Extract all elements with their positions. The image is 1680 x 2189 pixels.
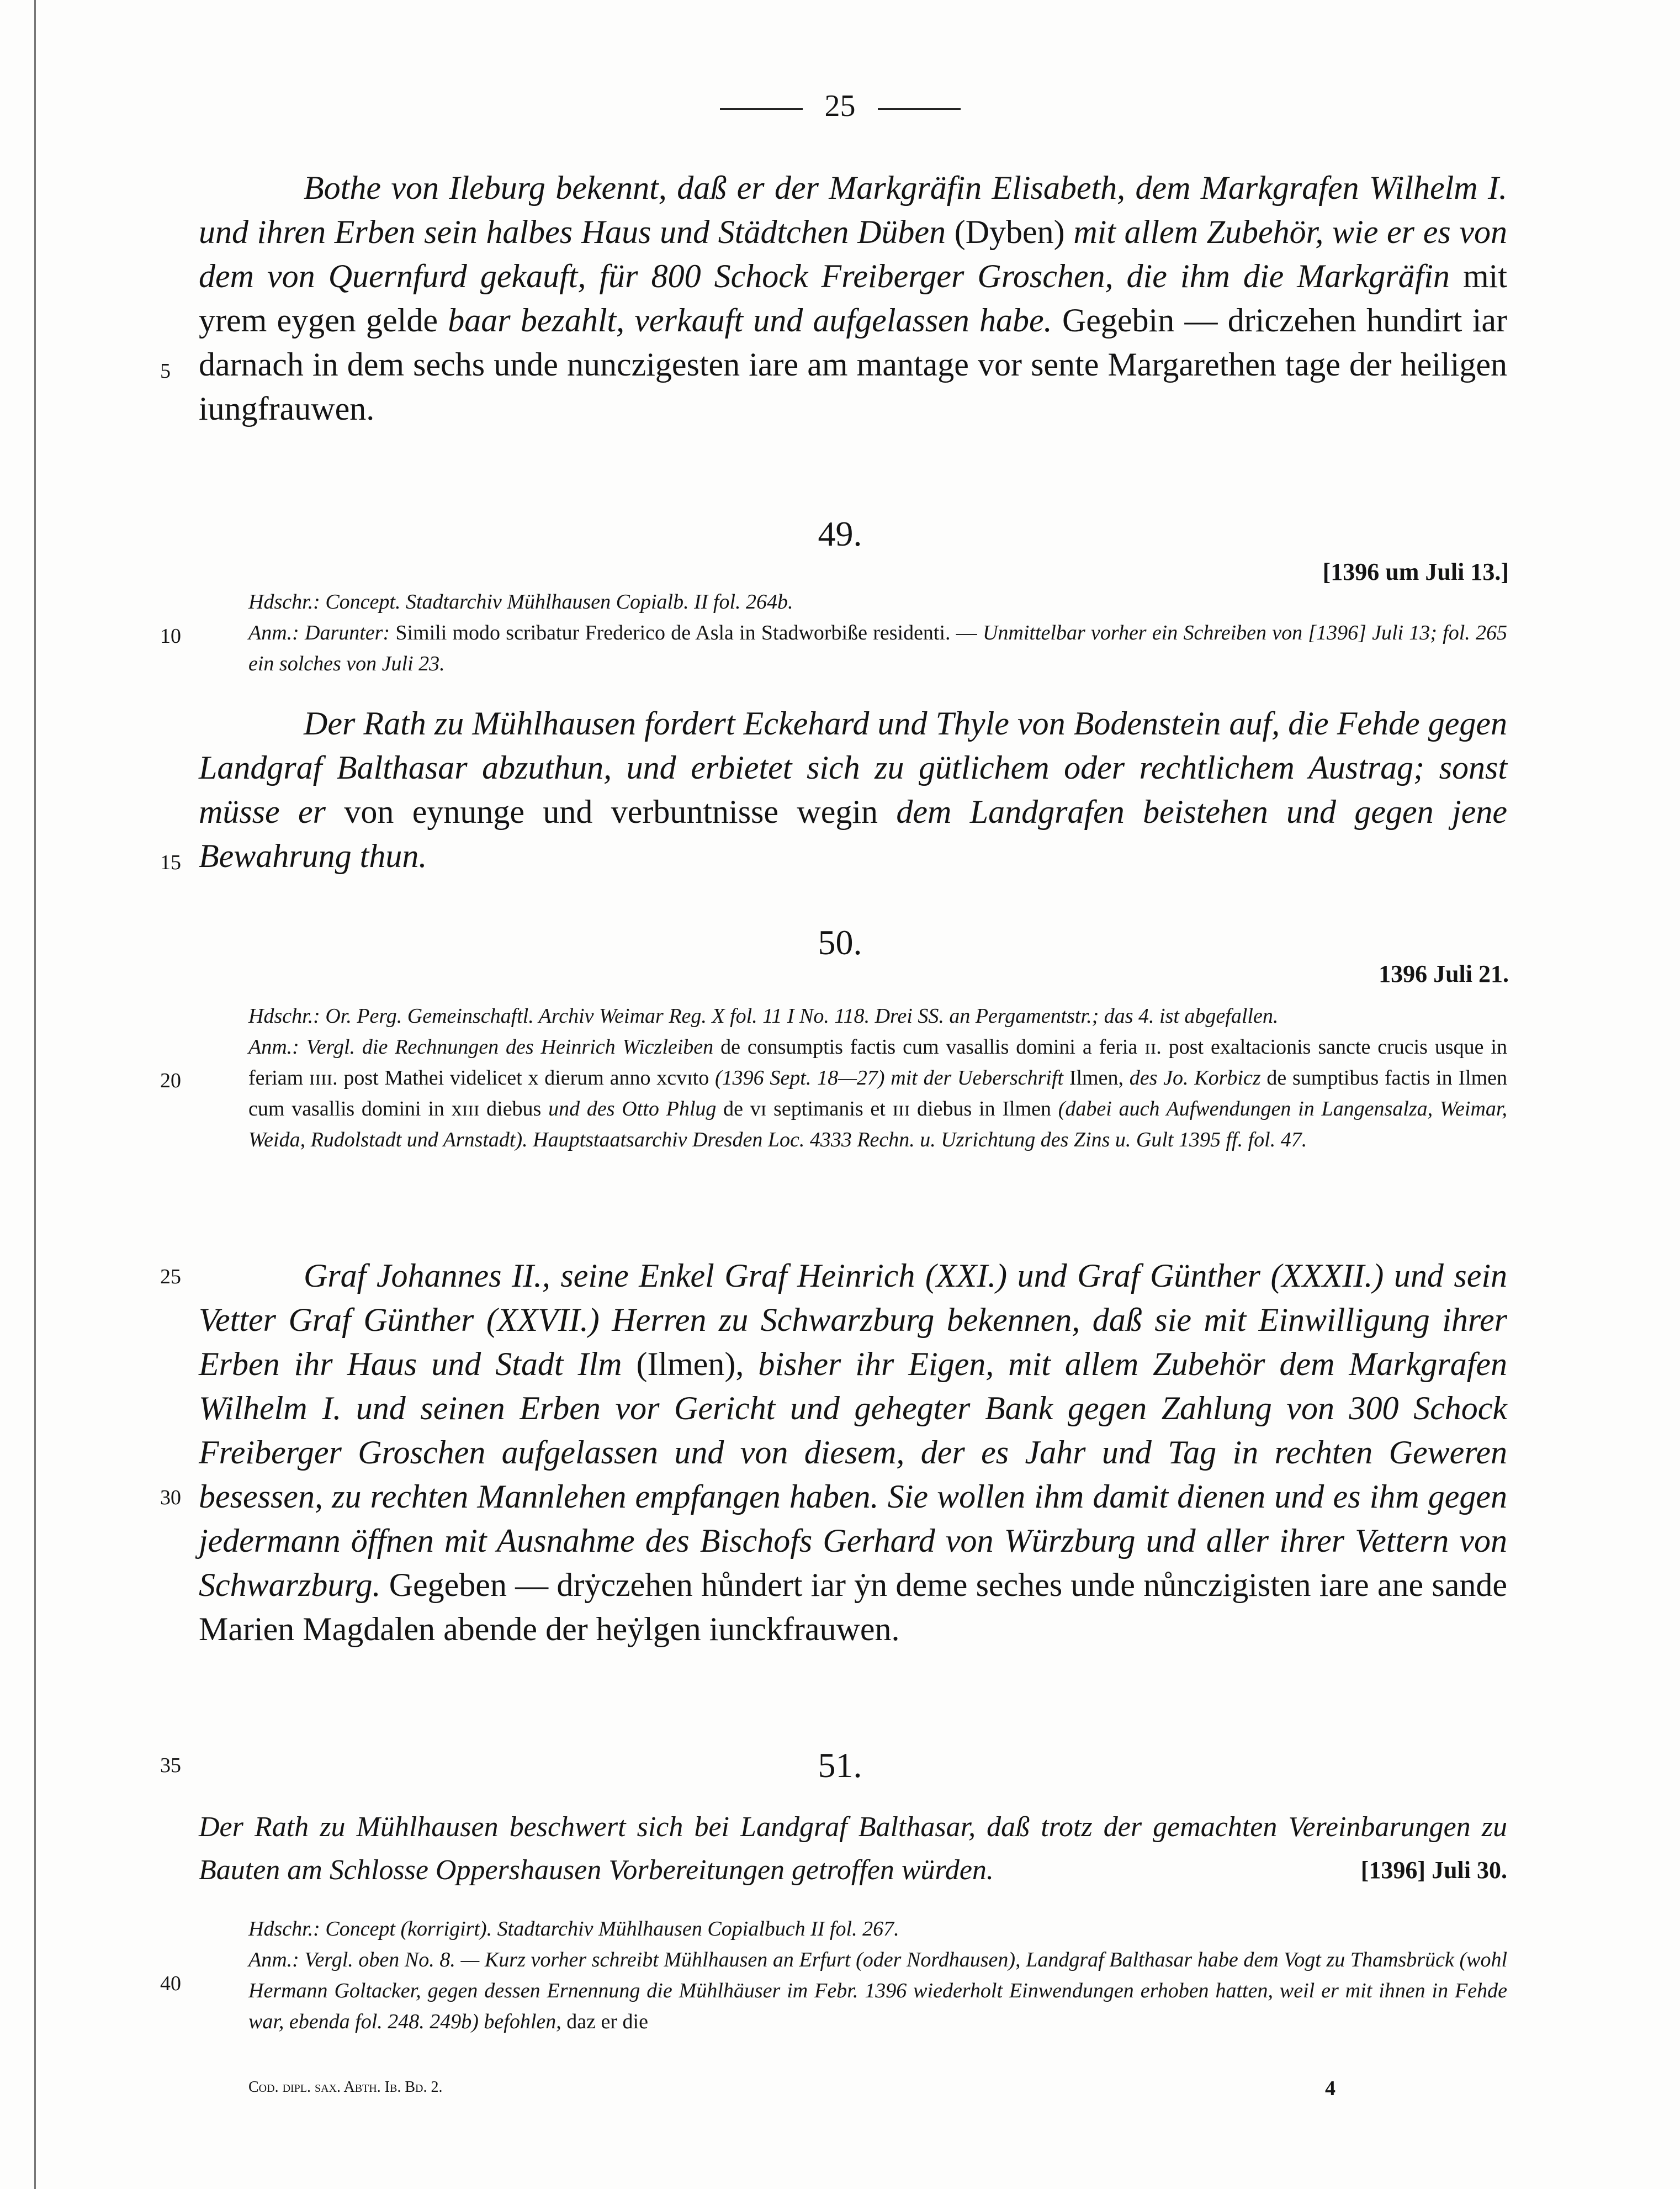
entry-51-notes [248,1913,1507,2037]
scan-edge [34,0,36,2189]
entry-51-summary-span: Der Rath zu Mühlhausen beschwert sich bei Landgraf Balthasar, daß trotz der gemachten Vereinbarungen zu Bauten am Schlosse Oppershausen Vorbereitungen getroffen würden. [199,1811,1507,1886]
text-run: und des Otto Phlug [548,1097,724,1120]
entry-49-anm-label: Anm.: Darunter: [248,621,396,644]
entry-49-date: [1396 um Juli 13.] [1322,558,1509,585]
line-number: 30 [160,1486,181,1509]
text-run: mit allem Zubehör, wie er es von dem von Quernfurd gekauft, für 800 Schock Freiberger Groschen, die ihm die Markgräfin [199,214,1507,294]
line-number: 15 [160,851,181,874]
text-run: bisher ihr Eigen, mit allem Zubehör dem Markgrafen Wilhelm I. und seinen Erben vor Gericht und gehegter Bank gegen Zahlung von 300 Schock Freiberger Groschen aufgelassen und von diesem, der es Jahr und Tag in rechten Geweren besessen, zu rechten Mannlehen empfangen haben. Sie wollen ihm damit dienen und es ihm gegen jedermann öffnen mit Ausnahme des Bischofs Gerhard von Würzburg und aller ihrer Vettern von Schwarzburg. [199,1346,1507,1603]
line-number: 35 [160,1754,181,1777]
entry-51-summary-text [199,1806,1507,1892]
text-run: (Ilmen), [636,1346,759,1382]
line-number: 25 [160,1265,181,1288]
line-number: 5 [160,359,171,383]
text-run: von eynunge und verbuntnisse wegin [344,794,897,830]
text-run: (1396 Sept. 18—27) mit der Ueberschrift [714,1066,1069,1090]
entry-50-date: 1396 Juli 21. [1379,960,1509,987]
text-run: Bothe von Ileburg bekennt, daß er der Markgräfin Elisabeth, dem Markgrafen Wilhelm I. und ihren Erben sein halbes Haus und Städtchen Düben [199,170,1507,250]
entry-49-hdschr: Hdschr.: Concept. Stadtarchiv Mühlhausen Copialb. II fol. 264b. [248,590,793,614]
text-run: mit yrem eygen gelde [199,258,1507,339]
text-run: daz er die [566,2010,648,2033]
text-run: Der Rath zu Mühlhausen fordert Eckehard und Thyle von Bodenstein auf, die Fehde gegen Landgraf Balthasar abzuthun, und erbietet sich zu gütlichem oder rechtlichem Austrag; sonst müsse er [199,705,1507,830]
page-number-text: 25 [824,89,856,123]
entry-50-hdschr: Hdschr.: Or. Perg. Gemeinschaftl. Archiv Weimar Reg. X fol. 11 I No. 118. Drei SS. an Pergamentstr.; das 4. ist abgefallen. [248,1004,1279,1028]
line-number: 40 [160,1972,181,1995]
entry-51-number: 51. [818,1746,862,1785]
entry-48-paragraph [199,166,1507,431]
entry-51-date: [1396] Juli 30. [1360,1857,1507,1884]
entry-51-anm [248,1948,1507,2033]
entry-51-summary [199,1806,1507,1892]
text-run: Gegeben — drẏczehen hůndert iar ẏn deme seches unde nůnczigisten iare ane sande Marien Magdalen abende der heẏlgen iunckfrauwen. [199,1567,1507,1647]
text-run: (dabei auch Aufwendungen in Langensalza, Weimar, Weida, Rudolstadt und Arnstadt). Hauptstaatsarchiv Dresden Loc. 4333 Rechn. u. Uzrichtung des Zins u. Gult 1395 ff. fol. 47. [248,1097,1507,1151]
entry-49-anm-latin: Simili modo scribatur Frederico de Asla in Stadworbiße residenti. — [395,621,983,644]
entry-50-number: 50. [818,923,862,962]
text-run: baar bezahlt, verkauft und aufgelassen habe. [448,302,1062,339]
entry-49-text [199,701,1507,878]
text-run: Anm.: Vergl. die Rechnungen des Heinrich Wiczleiben [248,1035,721,1059]
entry-50-anm [248,1035,1507,1151]
text-run: (Dyben) [954,214,1074,250]
entry-48-text [199,166,1507,431]
text-run: Graf Johannes II., seine Enkel Graf Heinrich (XXI.) und Graf Günther (XXXII.) und sein Vetter Graf Günther (XXVII.) Herren zu Schwarzburg bekennen, daß sie mit Einwilligung ihrer Erben ihr Haus und Stadt Ilm [199,1257,1507,1382]
text-run: dem Landgrafen beistehen und gegen jene Bewahrung thun. [199,794,1507,874]
text-run: Anm.: Vergl. oben No. 8. — Kurz vorher schreibt Mühlhausen an Erfurt (oder Nordhausen), Landgraf Balthasar habe dem Vogt zu Thamsbrück (wohl Hermann Goltacker, gegen dessen Ernennung die Mühlhäuser im Febr. 1396 wiederholt Einwendungen erhoben hatten, weil er mit ihnen in Fehde war, ebenda fol. 248. 249b) befohlen, [248,1948,1507,2033]
page-number [0,88,1680,124]
entry-50-paragraph [199,1254,1507,1651]
text-run: de vɪ septimanis et ɪɪɪ diebus in Ilmen [723,1097,1058,1120]
rule-right [878,108,961,110]
text-run: Gegebin — driczehen hundirt iar darnach in dem sechs unde nunczigesten iare am mantage vor sente Margarethen tage der heiligen iungfrauwen. [199,302,1507,427]
line-number: 20 [160,1069,181,1092]
entry-51-hdschr: Hdschr.: Concept (korrigirt). Stadtarchiv Mühlhausen Copialbuch II fol. 267. [248,1917,899,1941]
text-run: de consumptis factis cum vasallis domini a feria ɪɪ. post exaltacionis sancte crucis usque in feriam ɪɪɪɪ. post Mathei videlicet x dierum anno xcvɪto [248,1035,1507,1090]
entry-49-paragraph [199,701,1507,878]
entry-50-text [199,1254,1507,1651]
text-run: Ilmen, [1069,1066,1130,1090]
entry-49-number: 49. [818,514,862,553]
text-run: des Jo. Korbicz [1129,1066,1267,1090]
text-run: de sumptibus factis in Ilmen cum vasallis domini in xɪɪɪ diebus [248,1066,1507,1120]
entry-49-notes [248,586,1507,679]
sheet-number: 4 [1325,2077,1335,2100]
line-number: 10 [160,625,181,648]
entry-49-anm-note: Unmittelbar vorher ein Schreiben von [1396] Juli 13; fol. 265 ein solches von Juli 23. [248,621,1508,675]
rule-left [720,108,803,110]
entry-50-notes [248,1001,1507,1155]
page-footer: Cod. dipl. sax. Abth. Ib. Bd. 2. [248,2079,443,2096]
